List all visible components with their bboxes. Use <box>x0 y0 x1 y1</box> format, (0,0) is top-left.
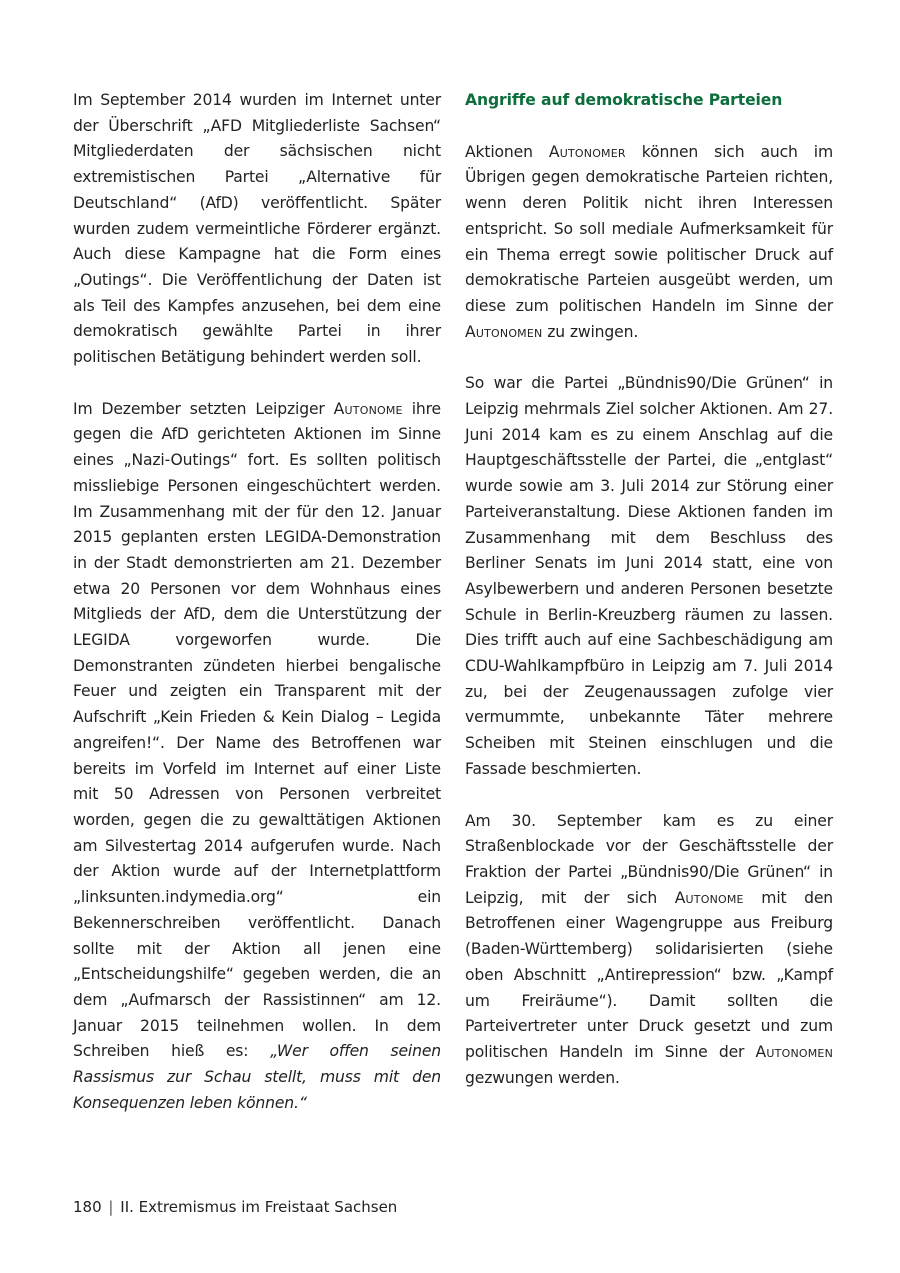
paragraph-text: Im Dezember setzten Leipziger <box>73 399 334 418</box>
left-column <box>73 88 441 1142</box>
paragraph-text: Am 30. September kam es zu einer Straßenblockade vor der Geschäftsstelle der Fraktion der Partei „Bündnis90/Die Grünen“ in Leipzig, mit der sich <box>465 811 833 907</box>
paragraph-text: können sich auch im Übrigen gegen demokratische Parteien richten, wenn deren Politik nicht ihren Interessen entspricht. So soll mediale Aufmerksamkeit für ein Thema erregt sowie politischer Druck auf demokratische Parteien ausgeübt werden, um diese zum politischen Handeln im Sinne der <box>465 142 834 315</box>
term-autonome: Autonome <box>333 399 403 418</box>
section-heading: Angriffe auf demokratische Parteien <box>465 91 783 109</box>
paragraph-attacks-intro <box>465 140 833 346</box>
quote-text: „Wer offen seinen Rassismus zur Schau stellt, muss mit den Konsequenzen leben können.“ <box>73 1042 442 1112</box>
term-autonomer: Autonomer <box>548 142 626 161</box>
paragraph-text: zu zwingen. <box>542 322 639 341</box>
term-autonomen: Autonomen <box>755 1042 833 1061</box>
paragraph-nazi-outing <box>73 397 441 1117</box>
footer-section-title: II. Extremismus im Freistaat Sachsen <box>120 1198 398 1216</box>
paragraph-text: mit den Betroffenen einer Wagengruppe aus Freiburg (Baden-Württemberg) solidarisierten (siehe oben Abschnitt „Antirepression“ bzw. „Kampf um Freiräume“). Damit sollten die Parteivertreter unter Druck gesetzt und zum politischen Handeln im Sinne der <box>465 888 833 1061</box>
paragraph-text: gezwungen werden. <box>465 1068 620 1087</box>
paragraph-text: ihre gegen die AfD gerichteten Aktionen im Sinne eines „Nazi-Outings“ fort. Es sollten politisch missliebige Personen eingeschüchtert werden. Im Zusammenhang mit der für den 12. Januar 2015 geplanten ersten LEGIDA-Demonstration in der Stadt demonstrierten am 21. Dezember etwa 20 Personen vor dem Wohnhaus eines Mitglieds der AfD, dem die Unterstützung der LEGIDA vorgeworfen wurde. Die Demonstranten zündeten hierbei bengalische Feuer und zeigten ein Transparent mit der Aufschrift „Kein Frieden & Kein Dialog – Legida angreifen!“. Der Name des Betroffenen war bereits im Vorfeld im Internet auf einer Liste mit 50 Adressen von Personen verbreitet worden, gegen die zu gewalttätigen Aktionen am Silvestertag 2014 aufgerufen wurde. Nach der Aktion wurde auf der Internetplattform „linksunten.indymedia.org“ ein Bekennerschreiben veröffentlicht. Danach sollte mit der Aktion all jenen eine „Entscheidungshilfe“ gegeben werden, die an dem „Aufmarsch der Rassistinnen“ am 12. Januar 2015 teilnehmen wollen. In dem Schreiben hieß es: <box>73 399 441 1061</box>
paragraph-text: So war die Partei „Bündnis90/Die Grünen“ in Leipzig mehrmals Ziel solcher Aktionen. Am 27. Juni 2014 kam es zu einem Anschlag auf die Hauptgeschäftsstelle der Partei, die „entglast“ wurde sowie am 3. Juli 2014 zur Störung einer Parteiveranstaltung. Diese Aktionen fanden im Zusammenhang mit dem Beschluss des Berliner Senats im Juni 2014 statt, eine von Asylbewerbern und anderen Personen besetzte Schule in Berlin-Kreuzberg räumen zu lassen. Dies trifft auch auf eine Sachbeschädigung am CDU-Wahlkampfbüro in Leipzig am 7. Juli 2014 zu, bei der Zeugenaussagen zufolge vier vermummte, unbekannte Täter mehrere Scheiben mit Steinen einschlugen und die Fassade beschmierten. <box>465 374 833 778</box>
footer-separator: | <box>108 1198 114 1216</box>
paragraph-green-party-attacks <box>465 371 833 782</box>
paragraph-afd-member-list <box>73 88 441 371</box>
term-autonome: Autonome <box>674 888 744 907</box>
paragraph-text: Im September 2014 wurden im Internet unter der Überschrift „AFD Mitgliederliste Sachsen“ Mitgliederdaten der sächsischen nicht extremistischen Partei „Alternative für Deutschland“ (AfD) veröffentlicht. Später wurden zudem vermeintliche Förderer ergänzt. Auch diese Kampagne hat die Form eines „Outings“. Die Veröffentlichung der Daten ist als Teil des Kampfes anzusehen, bei dem eine demokratisch gewählte Partei in ihrer politischen Betätigung behindert werden soll. <box>73 91 441 367</box>
paragraph-text: Aktionen <box>465 142 549 161</box>
right-column <box>465 88 833 1117</box>
term-autonomen: Autonomen <box>465 322 543 341</box>
page-number: 180 <box>73 1198 102 1216</box>
paragraph-street-blockade <box>465 809 833 1092</box>
page-footer <box>73 1197 397 1217</box>
